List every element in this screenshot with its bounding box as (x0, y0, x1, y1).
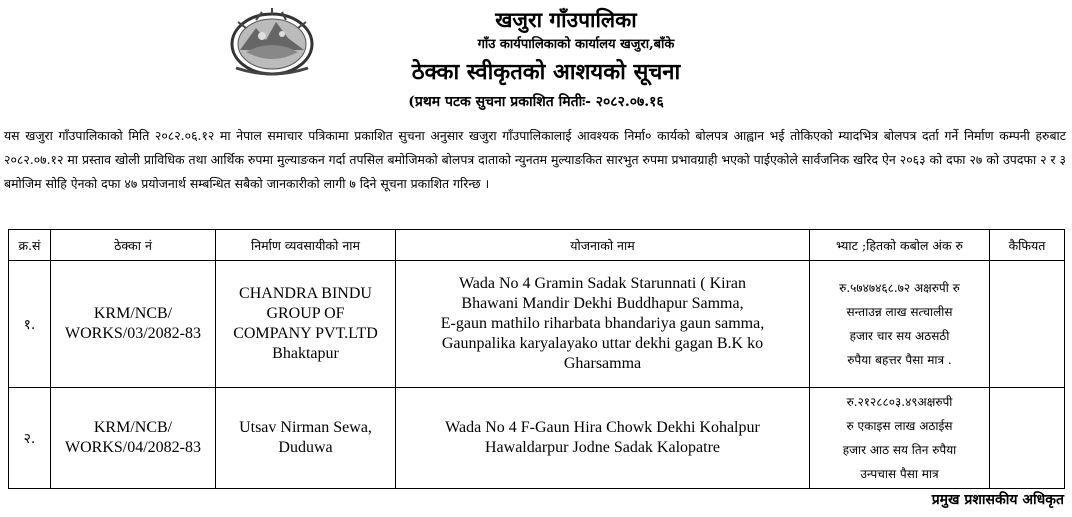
table-row (9, 388, 1065, 489)
col-contract-no-header: ठेक्का नं (51, 230, 216, 261)
row-contractor (216, 388, 396, 489)
amount-line: रु एकाइस लाख अठाईस (846, 419, 953, 433)
contractor-line: COMPANY PVT.LTD (233, 325, 378, 342)
row-remarks (990, 388, 1065, 489)
municipality-name: खजुरा गाँउपालिका (495, 7, 637, 32)
project-line: Gaunpalika karyalayako uttar dekhi gagan B.K ko (441, 335, 764, 352)
amount-line: हजार चार सय अठसठी (849, 329, 950, 343)
col-amount-header: भ्याट ;हितको कबोल अंक रु (810, 230, 990, 261)
amount-line: हजार आठ सय तिन रुपैया (842, 443, 957, 457)
row-project (396, 388, 810, 489)
col-remarks-header: कैफियत (990, 230, 1065, 261)
contractor-line: Bhaktapur (272, 345, 339, 362)
contractor-line: GROUP OF (266, 305, 345, 322)
project-line: Wada No 4 Gramin Sadak Starunnati ( Kiran (458, 275, 747, 292)
row-contract-no (51, 388, 216, 489)
row-sn: १. (9, 261, 51, 388)
contracts-table (8, 229, 1065, 489)
col-contractor-header: निर्माण व्यवसायीको नाम (216, 230, 396, 261)
contract-no-line: KRM/NCB/ (93, 305, 173, 322)
project-line: Bhawani Mandir Dekhi Buddhapur Samma, (461, 295, 744, 312)
row-remarks (990, 261, 1065, 388)
table-header-row (9, 230, 1065, 261)
row-contractor (216, 261, 396, 388)
row-project (396, 261, 810, 388)
office-name: गाँउ कार्यपालिकाको कार्यालय खजुरा,बाँके (477, 37, 675, 52)
contract-no-line: WORKS/03/2082-83 (65, 325, 201, 342)
project-line: Wada No 4 F-Gaun Hira Chowk Dekhi Kohalpur (445, 419, 760, 436)
contractor-line: Utsav Nirman Sewa, (239, 419, 372, 436)
project-line: E-gaun mathilo riharbata bhandariya gaun samma, (440, 315, 765, 332)
amount-line: रु.२१२८८०३.४९अक्षरुपी (846, 395, 953, 409)
col-sn-header: क्र.सं (9, 230, 51, 261)
project-line: Hawaldarpur Jodne Sadak Kalopatre (484, 439, 721, 456)
notice-title: ठेक्का स्वीकृतको आशयको सूचना (411, 59, 681, 85)
table-row (9, 261, 1065, 388)
amount-line: सन्ताउन्न लाख सत्चालीस (846, 305, 953, 319)
contract-no-line: WORKS/04/2082-83 (65, 439, 201, 456)
contractor-line: Duduwa (278, 439, 333, 456)
amount-line: रुपैया बहत्तर पैसा मात्र . (847, 353, 952, 367)
amount-line: उन्पचास पैसा मात्र (860, 467, 939, 481)
signatory-title: प्रमुख प्रशासकीय अधिकृत (931, 492, 1064, 508)
row-contract-no (51, 261, 216, 388)
intro-paragraph: यस खजुरा गाँउपालिकाको मिति २०८२.०६.१२ मा नेपाल समाचार पत्रिकामा प्रकाशित सुचना अनुसार खजुरा गाँउपालिकालाई आवश्यक निर्मा० कार्यको बोलपत्र आह्वान भई तोकिएको म्यादभित्र बोलपत्र दर्ता गर्ने निर्माण कम्पनी हरुबाट २०८२.०७.१२ मा प्रस्ताव खोली प्राविधिक तथा आर्थिक रुपमा मुल्याङकन गर्दा तपसिल बमोजिमको बोलपत्र दाताको न्युनतम मुल्याङकित सारभुत रुपमा प्रभावग्राही भएको पाईएकोले सार्वजनिक खरिद ऐन २०६३ को दफा २७ को उपदफा २ र ३ बमोजिम सोहि ऐनको दफा ४७ प्रयोजनार्थ सम्बन्धित सबैको जानकारीको लागी ७ दिने सूचना प्रकाशित गरिन्छ । (4, 128, 1066, 191)
row-amount (810, 388, 990, 489)
row-sn: २. (9, 388, 51, 489)
project-line: Gharsamma (563, 355, 642, 372)
amount-line: रु.५७४७४६८.७२ अक्षरुपी रु (839, 281, 960, 295)
contractor-line: CHANDRA BINDU (239, 285, 372, 302)
contract-no-line: KRM/NCB/ (93, 419, 173, 436)
row-amount (810, 261, 990, 388)
publish-date-line: (प्रथम पटक सुचना प्रकाशित मितीः- २०८२.०७.१६ (408, 94, 664, 110)
col-project-header: योजनाको नाम (396, 230, 810, 261)
